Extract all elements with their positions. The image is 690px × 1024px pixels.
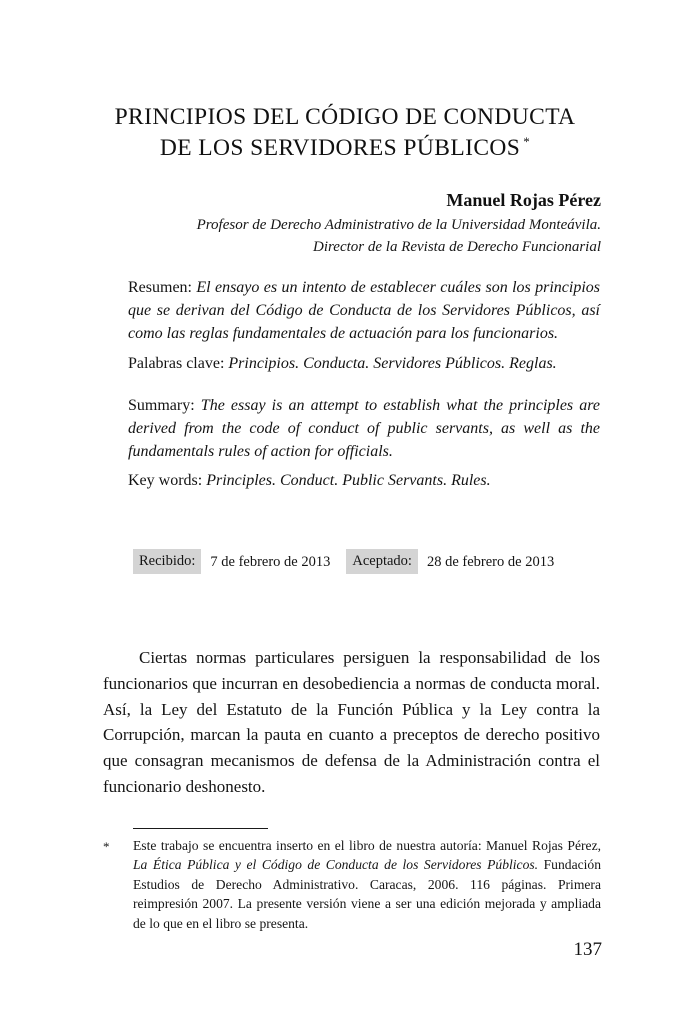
title-footnote-marker: * xyxy=(523,134,531,150)
title-line-2 xyxy=(95,133,595,164)
abstract-english-label: Summary: xyxy=(128,396,195,414)
keywords-english xyxy=(128,469,600,492)
keywords-spanish-text: Principios. Conducta. Servidores Públicos. Reglas. xyxy=(228,354,557,372)
footnote-text-part-2: Fundación Estudios de Derecho Administrativo. Caracas, 2006. 116 páginas. Primera reimpresión 2007. La presente versión viene a ser una edición mejorada y ampliada de lo que en el libro se presenta. xyxy=(133,857,602,931)
received-date: 7 de febrero de 2013 xyxy=(210,553,331,570)
abstract-block xyxy=(128,276,600,493)
abstract-spanish-label: Resumen: xyxy=(128,279,192,296)
author-block xyxy=(100,188,601,258)
footnote-block xyxy=(103,828,601,933)
footnote-text xyxy=(133,836,601,933)
body-paragraph: Ciertas normas particulares persiguen la responsabilidad de los funcionarios que incurran en desobediencia a normas de conducta moral. Así, la Ley del Estatuto de la Función Pública y la Ley contra la Corrupción, marcan la pauta en cuanto a preceptos de derecho positivo que consagran mecanismos de defensa de la Administración contra el funcionario deshonesto. xyxy=(103,648,600,796)
received-label: Recibido: xyxy=(133,549,201,574)
keywords-english-label: Key words: xyxy=(128,472,203,490)
footnote-separator-rule xyxy=(133,828,268,829)
page-title xyxy=(95,102,595,164)
title-line-2-text: DE LOS SERVIDORES PÚBLICOS xyxy=(159,135,521,161)
abstract-english-text: The essay is an attempt to establish what the principles are derived from the code of conduct of public servants, as well as the fundamentals rules of action for officials. xyxy=(128,396,601,461)
page-number: 137 xyxy=(573,939,602,960)
footnote-body xyxy=(103,836,601,933)
abstract-spanish xyxy=(128,276,600,346)
keywords-spanish xyxy=(128,352,600,375)
publication-dates xyxy=(133,549,554,574)
footnote-marker: * xyxy=(103,839,110,854)
affiliation-line-2: Director de la Revista de Derecho Funcionarial xyxy=(313,238,601,255)
abstract-spanish-text: El ensayo es un intento de establecer cuáles son los principios que se derivan del Código de Conducta de los Servidores Públicos, así como las reglas fundamentales de actuación para los funcionarios. xyxy=(128,279,600,343)
author-affiliation xyxy=(100,215,601,258)
keywords-english-text: Principles. Conduct. Public Servants. Rules. xyxy=(206,472,491,490)
author-name: Manuel Rojas Pérez xyxy=(446,190,601,210)
title-line-1: PRINCIPIOS DEL CÓDIGO DE CONDUCTA xyxy=(114,104,576,130)
footnote-book-title: La Ética Pública y el Código de Conducta de los Servidores Públicos. xyxy=(133,857,539,873)
footnote-text-part-1: Este trabajo se encuentra inserto en el libro de nuestra autoría: Manuel Rojas Pérez, xyxy=(133,838,601,853)
affiliation-line-1: Profesor de Derecho Administrativo de la Universidad Monteávila. xyxy=(196,217,601,233)
accepted-date: 28 de febrero de 2013 xyxy=(426,553,555,570)
body-content xyxy=(103,645,600,800)
accepted-label: Aceptado: xyxy=(346,549,418,574)
abstract-english xyxy=(128,394,600,464)
keywords-spanish-label: Palabras clave: xyxy=(128,354,225,372)
